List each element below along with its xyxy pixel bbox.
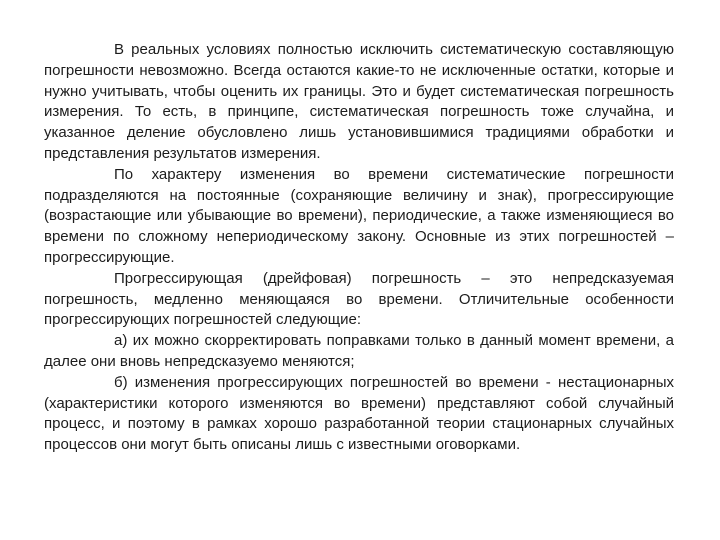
paragraph-systematic-error-intro: В реальных условиях полностью исключить систематическую составляющую погрешности невозможно. Всегда остаются какие-то не исключенные остатки, которые и нужно учитывать, чтобы оценить их границы. Это и будет систематическая погрешность измерения. То есть, в принципе, систематическая погрешность тоже случайна, и указанное деление обусловлено лишь установившимися традициями обработки и представления результатов измерения. (44, 41, 674, 162)
paragraph-feature-a: а) их можно скорректировать поправками только в данный момент времени, а далее они вновь непредсказуемо меняются; (44, 332, 674, 370)
paragraph-progressive-error-definition: Прогрессирующая (дрейфовая) погрешность – это непредсказуемая погрешность, медленно меняющаяся во времени. Отличительные особенности прогрессирующих погрешностей следующие: (44, 269, 674, 329)
paragraph-feature-b: б) изменения прогрессирующих погрешностей во времени - нестационарных (характеристики которого изменяются во времени) представляют собой случайный процесс, и поэтому в рамках хорошо разработанной теории стационарных случайных процессов они могут быть описаны лишь с известными оговорками. (44, 373, 674, 454)
paragraph-error-classification: По характеру изменения во времени систематические погрешности подразделяются на постоянные (сохраняющие величину и знак), прогрессирующие (возрастающие или убывающие во времени), периодические, а также изменяющиеся во времени по сложному непериодическому закону. Основные из этих погрешностей – прогрессирующие. (44, 165, 674, 266)
